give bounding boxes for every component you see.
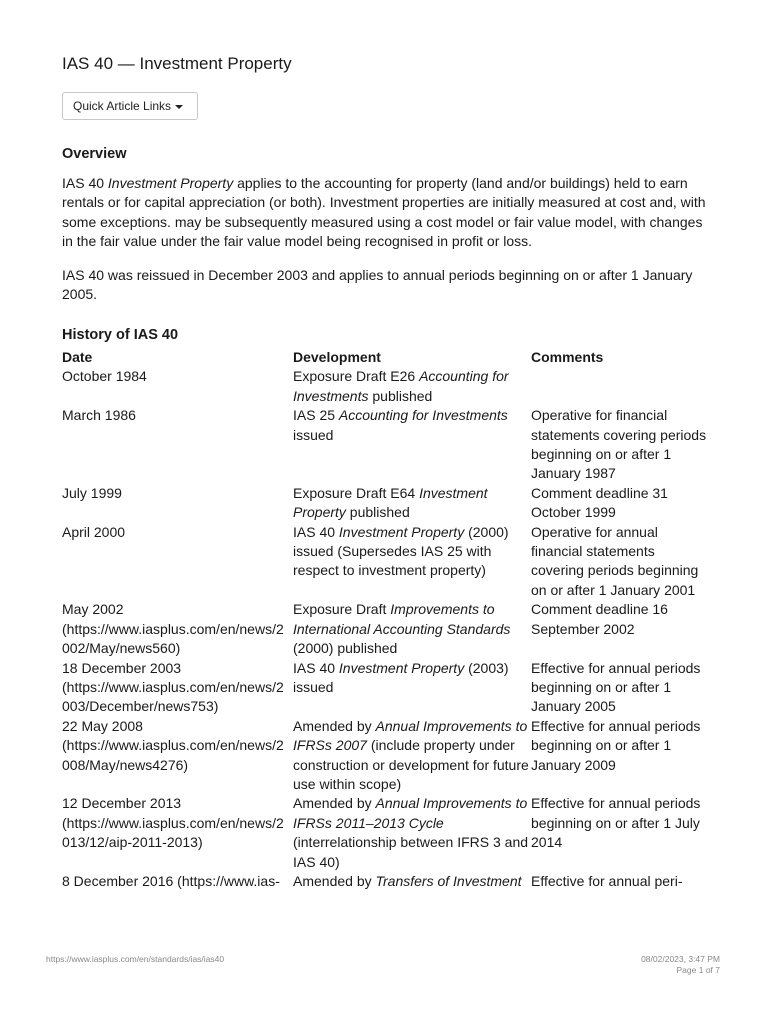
text-em: Investment Property [338, 659, 465, 676]
page-title: IAS 40 — Investment Property [62, 54, 292, 73]
text-em: Improvements to International Accounting Standards [293, 601, 511, 637]
development-cell [293, 484, 531, 523]
text-em: Investment Property [338, 523, 465, 540]
text: published [368, 387, 433, 404]
overview-paragraph-1 [62, 174, 710, 252]
table-row [62, 406, 709, 484]
comments-cell: Operative for annual financial statements covering periods beginning on or after 1 January 2001 [531, 523, 699, 598]
history-table [62, 348, 709, 891]
quick-article-links-dropdown[interactable] [62, 92, 198, 120]
table-row [62, 600, 709, 658]
development-cell [293, 717, 531, 795]
table-row [62, 659, 709, 717]
history-table-body [62, 367, 709, 891]
table-row [62, 794, 709, 872]
date-cell: July 1999 [62, 484, 122, 501]
footer-meta [641, 954, 720, 976]
overview-heading: Overview [62, 146, 127, 162]
footer-timestamp: 08/02/2023, 3:47 PM [641, 954, 720, 964]
table-row [62, 484, 709, 523]
history-heading: History of IAS 40 [62, 327, 179, 343]
development-cell [293, 659, 531, 717]
text-em: Investment Property [293, 484, 488, 521]
table-header-row [62, 348, 709, 367]
text: (interrelationship between IFRS 3 and IAS 40) [293, 834, 529, 870]
comments-cell: Comment deadline 31 October 1999 [531, 484, 668, 521]
text: Exposure Draft E64 [293, 484, 420, 501]
comments-cell: Effective for annual periods beginning on or after 1 January 2005 [531, 659, 701, 715]
date-cell: October 1984 [62, 368, 147, 385]
text-em: Accounting for Investments [338, 407, 508, 424]
text: (include property under construction or development for future use within scope) [293, 737, 529, 792]
date-cell: May 2002 (https://www.iasplus.com/en/news/2002/May/news560) [62, 601, 284, 657]
text: IAS 40 [293, 659, 339, 676]
text: (2003) issued [293, 659, 509, 695]
text: Amended by [293, 717, 376, 734]
overview-paragraph-2: IAS 40 was reissued in December 2003 and applies to annual periods beginning on or after 1 January 2005. [62, 267, 693, 303]
text: IAS 40 [62, 175, 108, 191]
date-cell: 8 December 2016 (https://www.ias- [62, 872, 280, 889]
development-cell [293, 600, 531, 658]
comments-cell: Effective for annual periods beginning on or after 1 July 2014 [531, 795, 701, 851]
text-em: Annual Improvements to IFRSs 2007 [293, 717, 528, 754]
comments-cell: Operative for financial statements covering periods beginning on or after 1 January 1987 [531, 407, 707, 482]
table-row [62, 717, 709, 795]
table-row [62, 367, 709, 406]
date-cell: 18 December 2003 (https://www.iasplus.com/en/news/2003/December/news753) [62, 659, 284, 715]
text: (2000) published [293, 640, 398, 657]
development-cell [293, 523, 531, 601]
development-cell [293, 872, 531, 891]
date-cell: 22 May 2008 (https://www.iasplus.com/en/news/2008/May/news4276) [62, 717, 284, 773]
table-row [62, 523, 709, 601]
development-cell [293, 794, 531, 872]
development-cell [293, 406, 531, 484]
text-em: Transfers of Investment [375, 872, 522, 889]
caret-down-icon [175, 105, 183, 109]
development-column-header: Development [293, 349, 381, 365]
text: Amended by [293, 872, 376, 889]
text: IAS 40 [293, 523, 339, 540]
development-cell [293, 367, 531, 406]
comments-cell: Comment deadline 16 September 2002 [531, 601, 668, 637]
date-cell: March 1986 [62, 407, 136, 424]
comments-cell: Effective for annual peri- [531, 872, 683, 889]
table-row [62, 872, 709, 891]
footer-url: https://www.iasplus.com/en/standards/ias/ias40 [46, 954, 225, 964]
text: published [345, 504, 410, 521]
text-em: Annual Improvements to IFRSs 2011–2013 Cycle [293, 795, 528, 831]
comments-cell [531, 367, 709, 406]
footer-page-number: Page 1 of 7 [676, 965, 720, 975]
text: Exposure Draft [293, 601, 391, 618]
comments-cell: Effective for annual periods beginning on or after 1 January 2009 [531, 717, 701, 773]
date-column-header: Date [62, 349, 93, 365]
text: Exposure Draft E26 [293, 368, 420, 385]
text: applies to the accounting for property (land and/or buildings) held to earn rentals or for capital appreciation (or both). Investment properties are initially measured at cost and, with some exceptions. may be subsequently measured using a cost model or fair value model, with changes in the fair value under the fair value model being recognised in profit or loss. [62, 175, 706, 250]
date-cell: April 2000 [62, 523, 126, 540]
date-cell: 12 December 2013 (https://www.iasplus.com/en/news/2013/12/aip-2011-2013) [62, 795, 284, 851]
quick-links-label: Quick Article Links [73, 99, 172, 113]
text: IAS 25 [293, 407, 339, 424]
text: Amended by [293, 795, 376, 812]
text: (2000) issued (Supersedes IAS 25 with respect to investment property) [293, 523, 509, 579]
comments-column-header: Comments [531, 349, 604, 365]
text-em: Accounting for Investments [293, 368, 509, 404]
text: issued [293, 426, 334, 443]
text-em: Investment Property [107, 175, 234, 191]
